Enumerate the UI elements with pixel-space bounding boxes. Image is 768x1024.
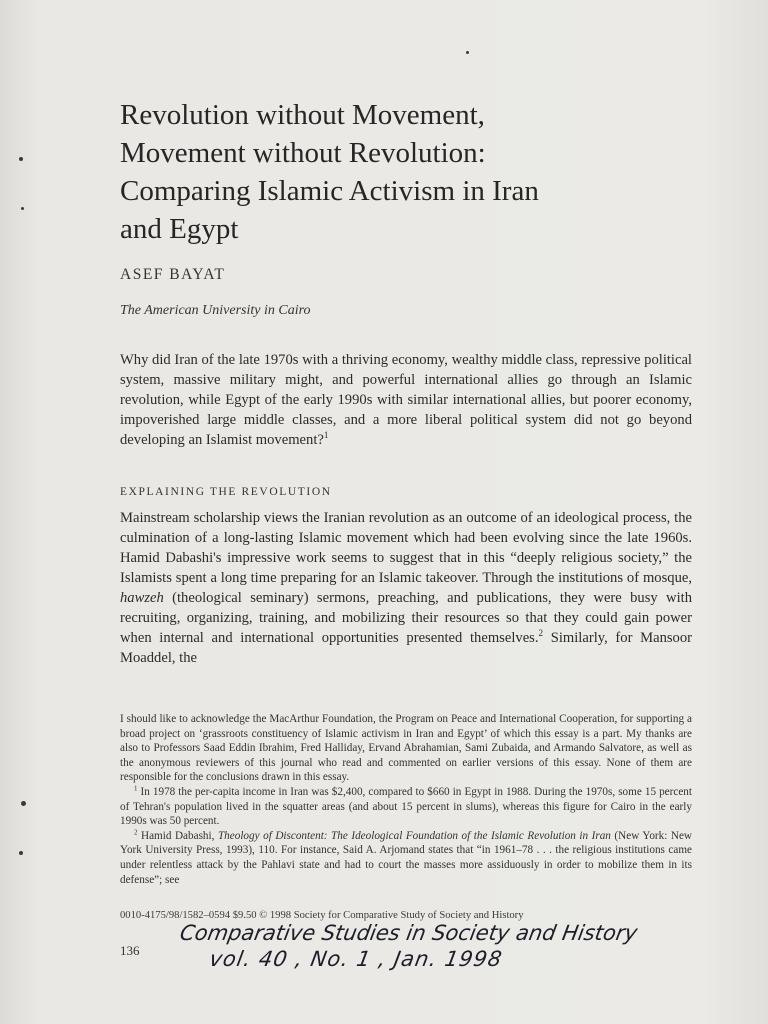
title-line: and Egypt [120,213,239,245]
scan-speck [21,207,24,210]
footnote-ref: 1 [323,430,329,441]
acknowledgement-note: I should like to acknowledge the MacArthur Foundation, the Program on Peace and International Cooperation, for supporting a broad project on ‘grassroots constituency of Islamic activism in Iran and Egypt’ of which this essay is a part. My thanks are also to Professors Saad Eddin Ibrahim, Fred Halliday, Ervand Abrahamian, Sami Zubaida, and Armando Salvatore, as well as the anonymous reviewers of this journal who read and commented on earlier versions of this essay. None of them are responsible for the conclusions drawn in this essay. [120,713,692,784]
handwritten-journal: Comparative Studies in Society and History [178,921,640,945]
copyright-line: 0010-4175/98/1582–0594 $9.50 © 1998 Society for Comparative Study of Society and History [120,910,524,921]
title-line: Revolution without Movement, [120,99,485,131]
abstract-paragraph [120,350,692,450]
footnote-mark: 2 [134,828,138,837]
footnote-text: In 1978 the per-capita income in Iran was $2,400, compared to $660 in Egypt in 1988. During the 1970s, some 15 percent of Tehran's population lived in the squatter areas (and about 15 percent in slums), whereas this figure for Cairo in the early 1990s was 50 percent. [120,785,693,828]
title-line: Comparing Islamic Activism in Iran [120,175,539,207]
body-text: Similarly, for Mansoor Moaddel, the [120,630,693,666]
footnote-text: Hamid Dabashi, [141,829,218,842]
author-name: ASEF BAYAT [120,266,226,283]
page-number: 136 [120,943,140,958]
footnote-ref: 2 [538,628,544,639]
footnote-1 [120,785,692,829]
footnote-2 [120,829,692,887]
body-text: (theological seminary) sermons, preaching, and publications, they were busy with recruiting, organizing, training, and mobilizing their resources so that they could gain power when internal and international opportunities presented themselves. [120,590,692,646]
footnote-book-title: Theology of Discontent: The Ideological Foundation of the Islamic Revolution in Iran [217,829,611,842]
scan-speck [466,51,469,54]
article-title [120,96,720,248]
scan-speck [19,851,23,855]
footnote-mark: 1 [134,784,138,793]
handwritten-volume: vol. 40 , No. 1 , Jan. 1998 [207,947,505,971]
italic-term: hawzeh [120,590,164,606]
scan-speck [19,157,23,161]
scan-speck [21,801,26,806]
footnote-text: (New York: New York University Press, 1993), 110. For instance, Said A. Arjomand states that “in 1961–78 . . . the religious institutions came under relentless attack by the Pahlavi state and had to court the masses more assiduously in order to mobilize them in its defense”; see [120,829,693,886]
body-text: Mainstream scholarship views the Iranian revolution as an outcome of an ideological process, the culmination of a long-lasting Islamic movement which had been evolving since the late 1960s. Hamid Dabashi's impressive work seems to suggest that in this “deeply religious society,” the Islamists spent a long time preparing for an Islamic takeover. Through the institutions of mosque, [120,510,692,586]
author-affiliation: The American University in Cairo [120,303,311,318]
body-paragraph [120,508,692,668]
title-line: Movement without Revolution: [120,137,486,169]
section-heading: EXPLAINING THE REVOLUTION [120,486,332,498]
abstract-text: Why did Iran of the late 1970s with a thriving economy, wealthy middle class, repressive political system, massive military might, and powerful international allies go through an Islamic revolution, while Egypt of the early 1990s with similar international allies, but poorer economy, impoverished large middle classes, and a more liberal political system did not go beyond developing an Islamist movement? [120,352,692,448]
handwritten-citation [173,920,702,972]
footnotes [120,712,692,887]
